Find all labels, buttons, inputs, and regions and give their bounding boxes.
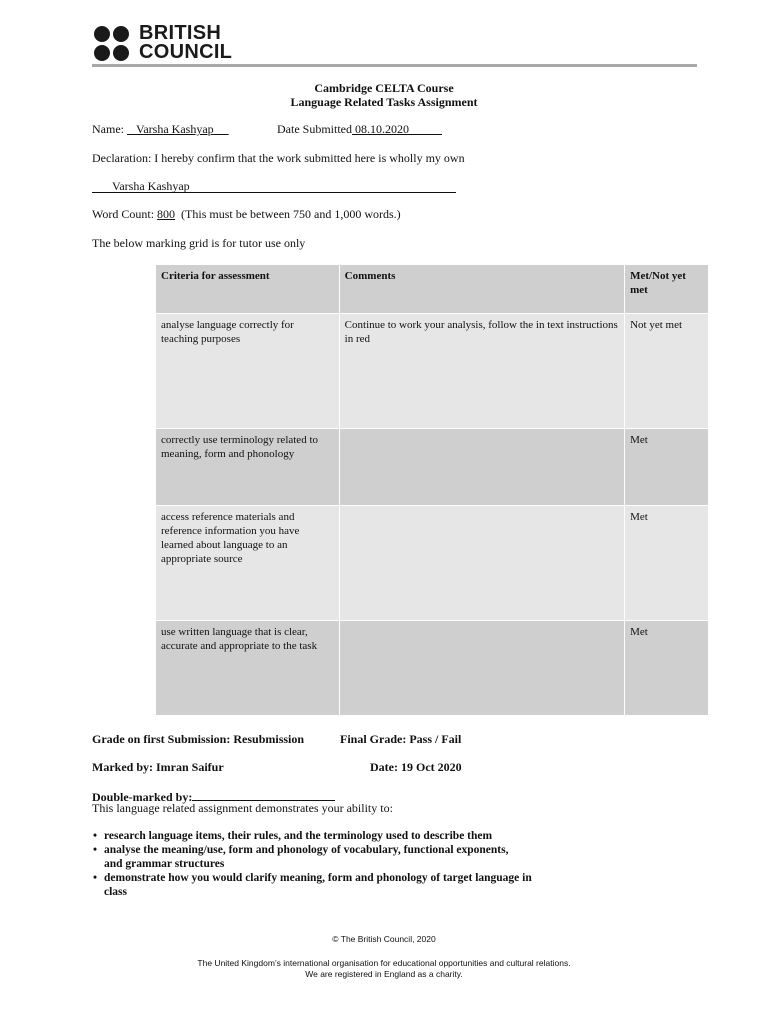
british-council-logo <box>94 24 244 66</box>
logo-dots-icon <box>94 26 134 62</box>
criteria-cell: access reference materials and reference information you have learned about language to an appropriate source <box>156 506 340 621</box>
marked-date: Date: 19 Oct 2020 <box>370 760 462 774</box>
declaration-signature-line <box>92 179 456 193</box>
word-count-value: 800 <box>157 207 176 221</box>
comment-cell <box>339 621 624 716</box>
brand-line-1: BRITISH <box>139 22 222 44</box>
final-grade: Final Grade: Pass / Fail <box>340 732 462 746</box>
table-row <box>156 429 709 506</box>
criteria-cell: correctly use terminology related to meaning, form and phonology <box>156 429 340 506</box>
name-line <box>92 122 229 137</box>
list-item: • demonstrate how you would clarify meaning, form and phonology of target language in class <box>92 871 544 899</box>
met-cell: Met <box>625 621 709 716</box>
list-item: • research language items, their rules, and the terminology used to describe them <box>92 829 564 843</box>
list-item: • analyse the meaning/use, form and phonology of vocabulary, functional exponents, and grammar structures <box>92 843 524 871</box>
met-cell: Not yet met <box>625 314 709 429</box>
brand-name <box>139 24 232 62</box>
word-count-note: (This must be between 750 and 1,000 words.) <box>181 207 401 221</box>
criteria-cell: analyse language correctly for teaching purposes <box>156 314 340 429</box>
header-met: Met/Not yet met <box>625 265 709 314</box>
header-divider <box>92 64 697 67</box>
header-comments: Comments <box>339 265 624 314</box>
met-cell: Met <box>625 506 709 621</box>
criteria-cell: use written language that is clear, accurate and appropriate to the task <box>156 621 340 716</box>
marking-grid-header <box>156 265 709 314</box>
double-marked-label: Double-marked by: <box>92 790 193 804</box>
table-row <box>156 314 709 429</box>
met-cell: Met <box>625 429 709 506</box>
date-submitted-line <box>277 122 442 137</box>
declaration-signature: Varsha Kashyap <box>112 179 190 193</box>
table-row <box>156 506 709 621</box>
course-title: Cambridge CELTA Course <box>314 81 454 95</box>
footer-copyright: © The British Council, 2020 <box>332 934 436 944</box>
declaration-text: Declaration: I hereby confirm that the work submitted here is wholly my own <box>92 151 465 165</box>
table-row <box>156 621 709 716</box>
ability-list <box>92 829 564 899</box>
footer-line-2: We are registered in England as a charity. <box>305 969 463 979</box>
comment-cell <box>339 429 624 506</box>
word-count-line <box>92 207 401 222</box>
brand-line-2: COUNCIL <box>139 41 233 63</box>
header-criteria: Criteria for assessment <box>156 265 340 314</box>
date-submitted-value: 08.10.2020 <box>355 122 409 136</box>
footer-line-1: The United Kingdom’s international organisation for educational opportunities and cultural relations. <box>197 958 571 968</box>
date-submitted-label: Date Submitted <box>277 122 352 136</box>
comment-cell: Continue to work your analysis, follow the in text instructions in red <box>339 314 624 429</box>
word-count-label: Word Count: <box>92 207 158 221</box>
marked-by: Marked by: Imran Saifur <box>92 760 224 774</box>
name-value: Varsha Kashyap <box>136 122 214 136</box>
first-submission-grade: Grade on first Submission: Resubmission <box>92 732 305 746</box>
assignment-title: Language Related Tasks Assignment <box>290 95 478 109</box>
comment-cell <box>339 506 624 621</box>
grid-note: The below marking grid is for tutor use only <box>92 236 306 250</box>
intro-text: This language related assignment demonstrates your ability to: <box>92 801 393 815</box>
marking-grid <box>155 264 709 716</box>
double-marked-blank <box>192 788 335 801</box>
name-label: Name: <box>92 122 127 136</box>
